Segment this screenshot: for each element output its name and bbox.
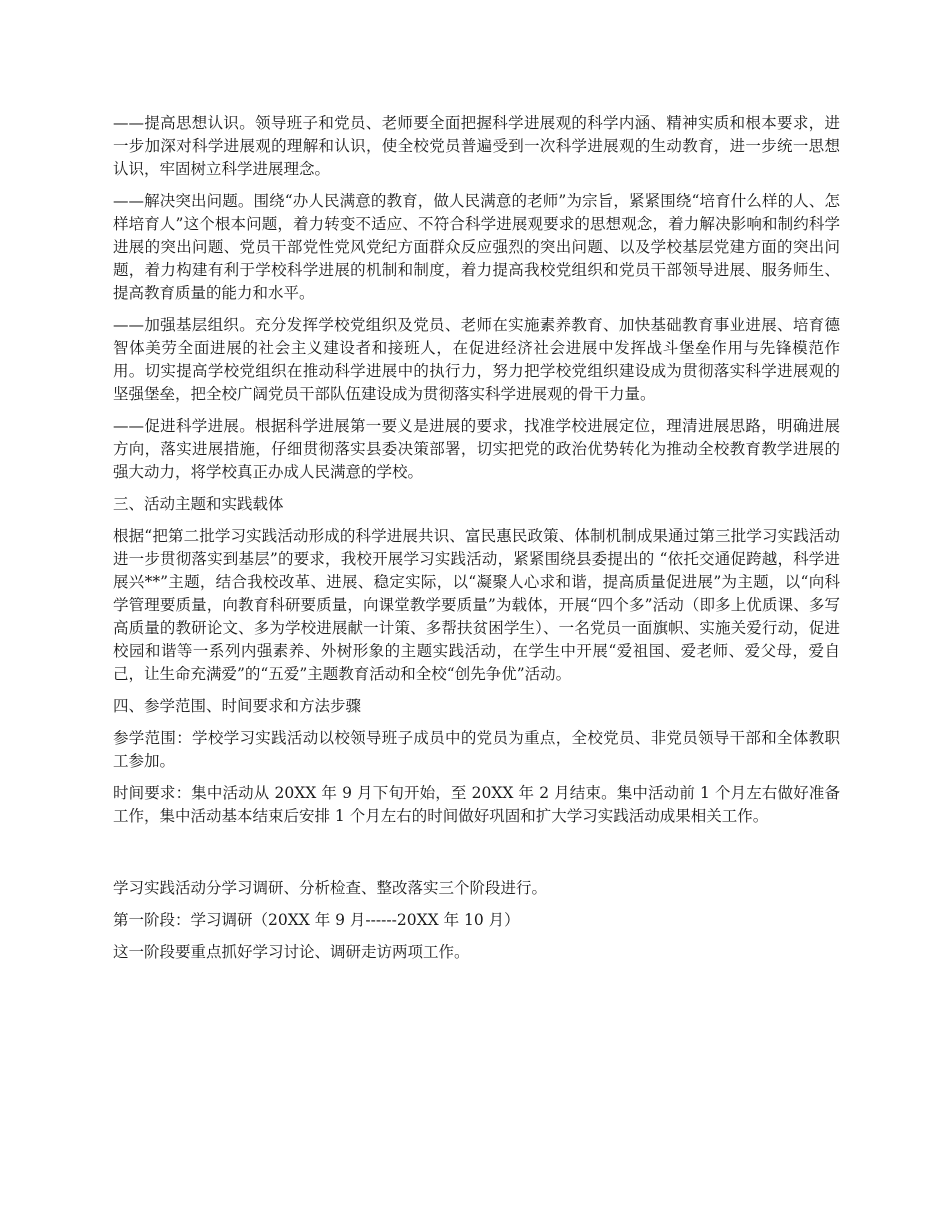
paragraph-solve-problems: ——解决突出问题。围绕“办人民满意的教育，做人民满意的老师”为宗旨，紧紧围绕“培育什么样的人、怎样培育人”这个根本问题，着力转变不适应、不符合科学进展观要求的思想观念，着力解决影响和制约科学进展的突出问题、党员干部党性党风党纪方面群众反应强烈的突出问题、以及学校基层党建方面的突出问题，着力构建有利于学校科学进展的机制和制度，着力提高我校党组织和党员干部领导进展、服务师生、提高教育质量的能力和水平。 [113, 192, 840, 302]
paragraph-stage-one-desc: 这一阶段要重点抓好学习讨论、调研走访两项工作。 [113, 943, 470, 961]
document-page [113, 112, 840, 973]
paragraph-scope: 参学范围：学校学习实践活动以校领导班子成员中的党员为重点，全校党员、非党员领导干部和全体教职工参加。 [113, 729, 840, 770]
paragraph-theme-body: 根据“把第二批学习实践活动形成的科学进展共识、富民惠民政策、体制机制成果通过第三批学习实践活动进一步贯彻落实到基层”的要求，我校开展学习实践活动，紧紧围绕县委提出的 “依托交通促跨越，科学进展兴**”主题，结合我校改革、进展、稳定实际，以“凝聚人心求和谐，提高质量促进展”为主题，以“向科学管理要质量，向教育科研要质量，向课堂教学要质量”为载体，开展“四个多”活动（即多上优质课、多写高质量的教研论文、多为学校进展献一计策、多帮扶贫困学生）、一名党员一面旗帜、实施关爱行动，促进校园和谐等一系列内强素养、外树形象的主题实践活动，在学生中开展“爱祖国、爱老师、爱父母，爱自己，让生命充满爱”的“五爱”主题教育活动和全校“创先争优”活动。 [113, 527, 840, 683]
blank-gap [113, 837, 840, 877]
paragraph-promote-development: ——促进科学进展。根据科学进展第一要义是进展的要求，找准学校进展定位，理清进展思路，明确进展方向，落实进展措施，仔细贯彻落实县委决策部署，切实把党的政治优势转化为推动全校教育教学进展的强大动力，将学校真正办成人民满意的学校。 [113, 417, 840, 481]
paragraph-time-requirement: 时间要求：集中活动从 20XX 年 9 月下旬开始，至 20XX 年 2 月结束。集中活动前 1 个月左右做好准备工作，集中活动基本结束后安排 1 个月左右的时间做好巩固和扩大学习实践活动成果相关工作。 [113, 784, 840, 825]
paragraph-strengthen-organization: ——加强基层组织。充分发挥学校党组织及党员、老师在实施素养教育、加快基础教育事业进展、培育德智体美劳全面进展的社会主义建设者和接班人，在促进经济社会进展中发挥战斗堡垒作用与先锋模范作用。切实提高学校党组织在推动科学进展中的执行力，努力把学校党组织建设成为贯彻落实科学进展观的坚强堡垒，把全校广阔党员干部队伍建设成为贯彻落实科学进展观的骨干力量。 [113, 316, 840, 403]
paragraph-stages-intro: 学习实践活动分学习调研、分析检查、整改落实三个阶段进行。 [113, 879, 548, 897]
section-heading-theme: 三、活动主题和实践载体 [113, 495, 284, 513]
section-heading-scope: 四、参学范围、时间要求和方法步骤 [113, 697, 362, 715]
paragraph-stage-one: 第一阶段：学习调研（20XX 年 9 月------20XX 年 10 月） [113, 911, 520, 929]
paragraph-raise-awareness: ——提高思想认识。领导班子和党员、老师要全面把握科学进展观的科学内涵、精神实质和根本要求，进一步加深对科学进展观的理解和认识，使全校党员普遍受到一次科学进展观的生动教育，进一步统一思想认识，牢固树立科学进展理念。 [113, 114, 840, 178]
